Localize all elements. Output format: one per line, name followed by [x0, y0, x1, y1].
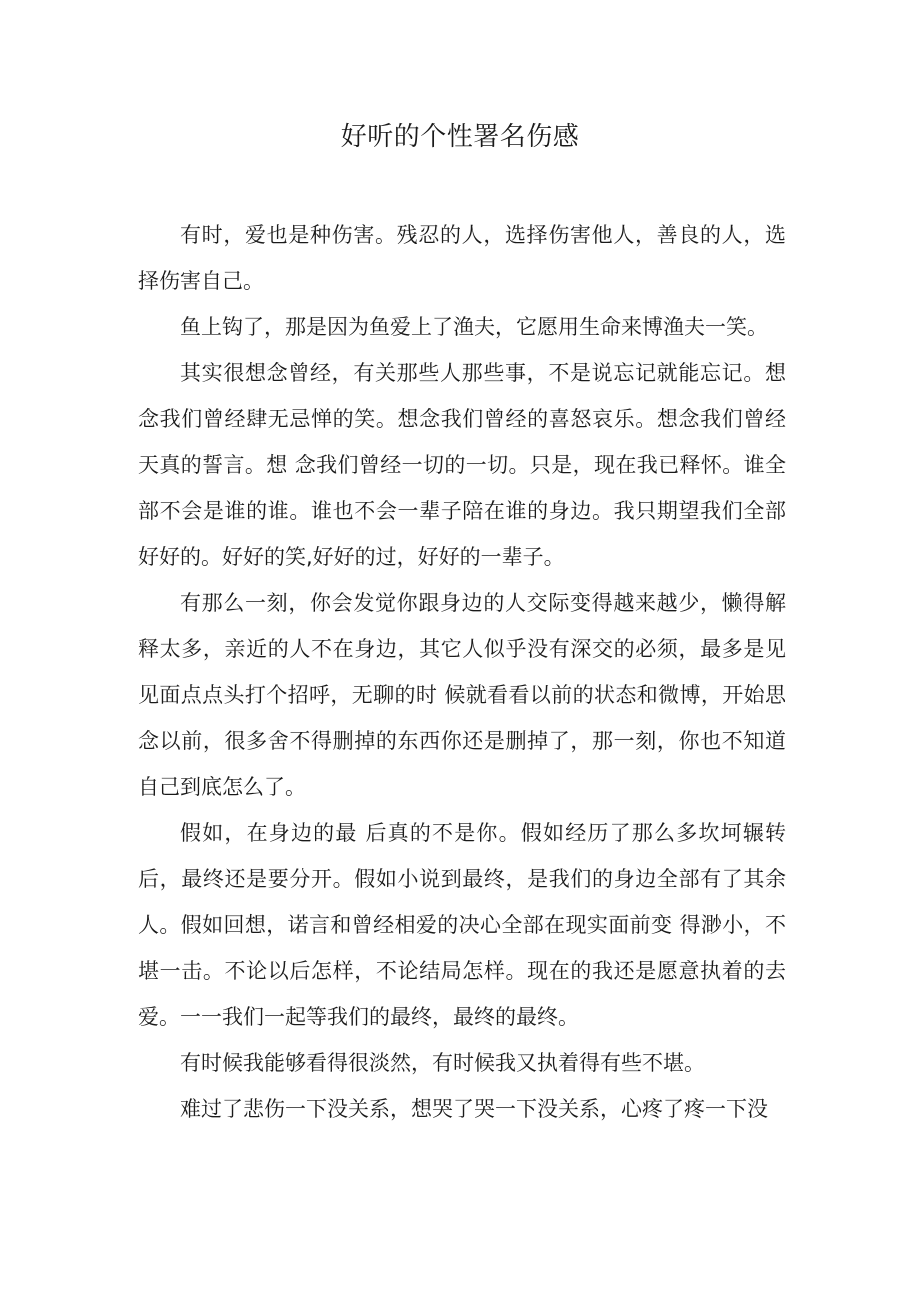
paragraph: 有时，爱也是种伤害。残忍的人，选择伤害他人，善良的人，选择伤害自己。: [138, 223, 786, 293]
paragraph: 假如，在身边的最 后真的不是你。假如经历了那么多坎坷辗转后，最终还是要分开。假如小说到最终，是我们的身边全部有了其余人。假如回想，诺言和曾经相爱的决心全部在现实面前变 得渺小，不堪一击。不论以后怎样，不论结局怎样。现在的我还是愿意执着的去爱。一一我们一起等我们的最终，最终的最终。: [138, 821, 786, 1029]
paragraph: 其实很想念曾经，有关那些人那些事，不是说忘记就能忘记。想念我们曾经肆无忌惮的笑。想念我们曾经的喜怒哀乐。想念我们曾经天真的誓言。想 念我们曾经一切的一切。只是，现在我已释怀。谁全部不会是谁的谁。谁也不会一辈子陪在谁的身边。我只期望我们全部好好的。好好的笑,好好的过，好好的一辈子。: [138, 361, 786, 569]
paragraph: 难过了悲伤一下没关系，想哭了哭一下没关系，心疼了疼一下没: [180, 1097, 768, 1121]
page-title: 好听的个性署名伤感: [340, 122, 580, 152]
paragraph: 有时候我能够看得很淡然，有时候我又执着得有些不堪。: [180, 1051, 705, 1075]
document-body: [138, 212, 786, 1132]
paragraph: 鱼上钩了，那是因为鱼爱上了渔夫，它愿用生命来博渔夫一笑。: [180, 315, 768, 339]
paragraph: 有那么一刻，你会发觉你跟身边的人交际变得越来越少，懒得解释太多，亲近的人不在身边，其它人似乎没有深交的必须，最多是见见面点点头打个招呼，无聊的时 候就看看以前的状态和微博，开始思念以前，很多舍不得删掉的东西你还是删掉了，那一刻，你也不知道自己到底怎么了。: [138, 591, 786, 799]
